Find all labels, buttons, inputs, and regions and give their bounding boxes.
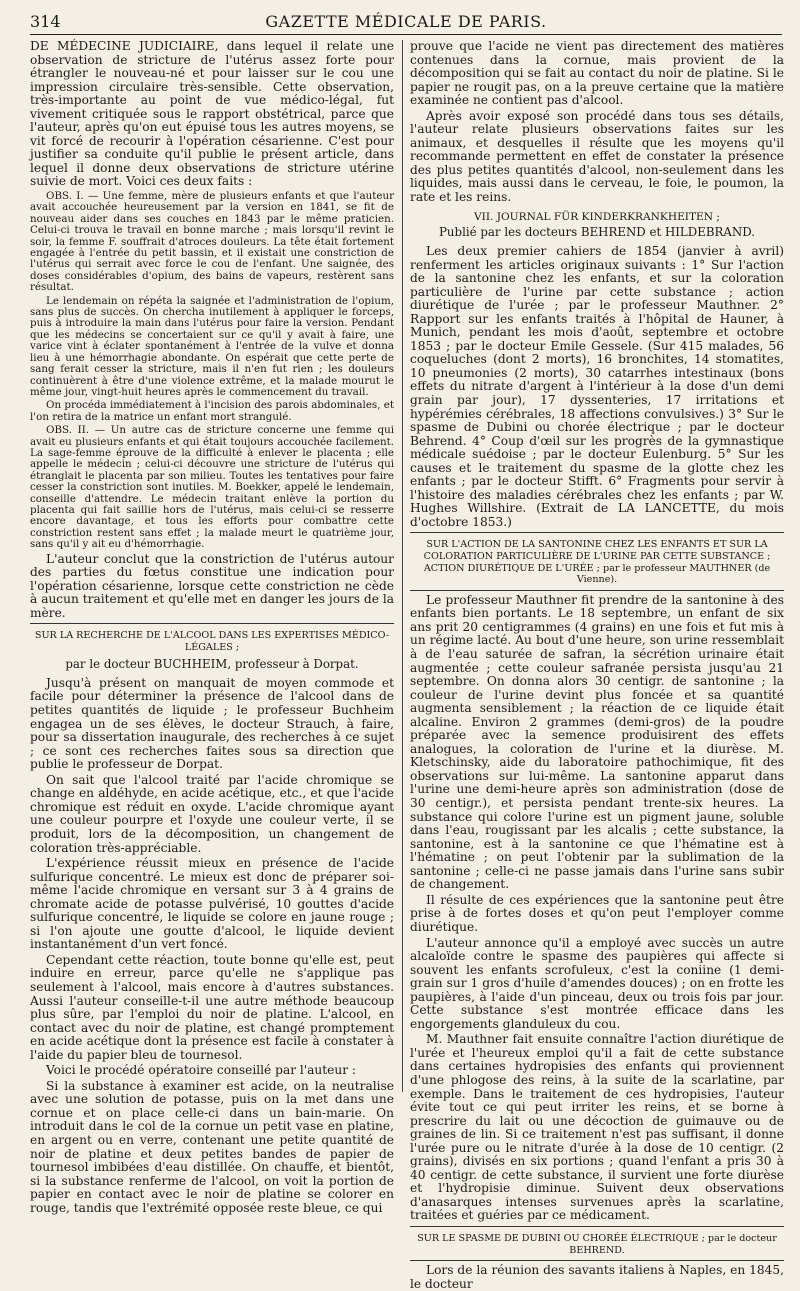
section-title: SUR LA RECHERCHE DE L'ALCOOL DANS LES EXPERTISES MÉDICO-LÉGALES ; [34,630,390,653]
right-column [410,39,784,1291]
paragraph: prouve que l'acide ne vient pas directement des matières contenues dans la cornue, mais provient de la décomposition qui se fait au contact du noir de platine. Si le papier ne rougit pas, on a la preuve certaine que la matière examinée ne contient pas d'alcool. [410,39,784,108]
paragraph: Lors de la réunion des savants italiens à Naples, en 1845, le docteur [410,1263,784,1291]
section-author: par le docteur BUCHHEIM, professeur à Dorpat. [65,656,359,671]
paragraph: L'auteur conclut que la constriction de l'utérus autour des parties du fœtus constitue une indication pour l'opération césarienne, lorsque cette constriction ne cède à aucun traitement et qu'elle met en danger les jours de la mère. [30,551,394,620]
column-divider [402,40,403,1092]
paragraph: Le professeur Mauthner fit prendre de la santonine à des enfants bien portants. Le 18 septembre, un enfant de six ans prit 20 centigrammes (4 grains) en une fois et fut mis à un régime lacté. Au bout d'une heure, son urine ressemblait à de l'eau saturée de safran, la sécrétion urinaire était augmentée ; cette couleur safranée persista jusqu'au 21 septembre. On donna alors 30 centigr. de santonine ; la couleur de l'urine devint plus foncée et sa quantité augmenta sensiblement ; la réaction de ce liquide était alcaline. Environ 2 grammes (demi-gros) de la poudre préparée avec la semence produisirent des effets analogues, la coloration de l'urine et la diurèse. M. Kletschinsky, aide du laboratoire pathochimique, fit des observations sur lui-même. La santonine apparut dans l'urine une demi-heure après son administration (dose de 30 centigr.), et persista pendant trente-six heures. La substance qui colore l'urine est un pigment jaune, soluble dans l'eau, rougissant par les alcalis ; cette substance, la santonine, est à la santonine ce que l'hématine est à l'hématine ; on peut l'obtenir par la sublimation de la santonine ; celle-ci ne passe jamais dans l'urine sans subir de changement. [410,592,784,892]
paragraph: Il résulte de ces expériences que la santonine peut être prise à de fortes doses et qu'on peut l'employer comme diurétique. [410,892,784,934]
journal-title: GAZETTE MÉDICALE DE PARIS. [265,12,547,31]
paragraph: DE MÉDECINE JUDICIAIRE, dans lequel il relate une observation de stricture de l'utérus assez forte pour étrangler le nouveau-né et pour laisser sur le cou une impression circulaire très-sensible. Cette observation, très-importante au point de vue médico-légal, fut vivement critiquée sous le rapport obstétrical, parce que l'auteur, après qu'on eut épuisé tous les autres moyens, se vit forcé de recourir à l'opération césarienne. C'est pour justifier sa conduite qu'il publie le présent article, dans lequel il donne deux observations de stricture utérine suivie de mort. Voici ces deux faits : [30,39,394,189]
paragraph: L'expérience réussit mieux en présence de l'acide sulfurique concentré. Le mieux est donc de préparer soi-même l'acide chromique en versant sur 3 à 4 grains de chromate acide de potasse pulvérisé, 10 gouttes d'acide sulfurique concentré, le liquide se colore en jaune rouge ; si l'on ajoute une goutte d'alcool, le liquide devient instantanément d'un vert foncé. [30,856,394,952]
section-rule [410,1226,784,1227]
paragraph: Après avoir exposé son procédé dans tous ses détails, l'auteur relate plusieurs observations faites sur les animaux, et desquelles il résulte que les moyens qu'il recommande permettent en effet de constater la présence des plus petites quantités d'alcool, non-seulement dans les liquides, mais aussi dans le cerveau, le foie, le poumon, la rate et les reins. [410,108,784,205]
section-rule [410,590,784,591]
section-subtitle: Publié par les docteurs BEHREND et HILDEBRAND. [438,224,756,239]
header-rule [30,34,782,35]
paragraph: On sait que l'alcool traité par l'acide chromique se change en aldéhyde, en acide acétique, etc., et que l'acide chromique est réduit en oxyde. L'acide chromique ayant une couleur pourpre et l'oxyde une couleur verte, il se produit, lors de la décomposition, un changement de coloration très-appréciable. [30,772,394,855]
section-title: SUR LE SPASME DE DUBINI OU CHORÉE ÉLECTRIQUE ; par le docteur BEHREND. [417,1232,777,1256]
paragraph: Si la substance à examiner est acide, on la neutralise avec une solution de potasse, puis on la met dans une cornue et on place celle-ci dans un bain-marie. On introduit dans le col de la cornue un petit vase en platine, en argent ou en verre, contenant une petite quantité de noir de platine et deux petites bandes de papier de tournesol imbibées d'eau distillée. On chauffe, et bientôt, si la substance renferme de l'alcool, on voit la portion de papier en contact avec le noir de platine se colorer en rouge, tandis que l'extrémité opposée reste bleue, ce qui [30,1078,394,1215]
paragraph: Cependant cette réaction, toute bonne qu'elle est, peut induire en erreur, parce qu'elle ne s'applique pas seulement à l'alcool, mais encore à d'autres substances. Aussi l'auteur conseille-t-il une autre méthode beaucoup plus sûre, par l'emploi du noir de platine. L'alcool, en contact avec du noir de platine, est changé promptement en acide acétique dont la présence est facile à constater à l'aide du papier bleu de tournesol. [30,952,394,1062]
observation-2: OBS. II. — Un autre cas de stricture concerne une femme qui avait eu plusieurs enfants et qui était toujours accouchée facilement. La sage-femme éprouve de la difficulté à enlever le placenta ; elle appelle le médecin ; celui-ci découvre une stricture de l'utérus qui étranglait le placenta par son milieu. Toutes les tentatives pour faire cesser la constriction sont inutiles. M. Boekker, appelé le lendemain, conseille d'attendre. Le médecin traitant enlève la portion du placenta qui fait saillie hors de l'utérus, mais celui-ci se resserre encore davantage, et tous les efforts pour combattre cette constriction restent sans effet ; la malade meurt le quatrième jour, sans qu'il y ait eu d'hémorrhagie. [30,424,394,551]
page-number: 314 [30,12,61,31]
left-column [30,39,394,1215]
page-header [30,10,782,36]
paragraph: Jusqu'à présent on manquait de moyen commode et facile pour déterminer la présence de l'alcool dans de petites quantités de liquide ; le professeur Buchheim engagea un de ses élèves, le docteur Strauch, à faire, pour sa dissertation inaugurale, des recherches à ce sujet ; ce sont ces recherches faites sous sa direction que publie le professeur de Dorpat. [30,675,394,772]
section-rule [410,532,784,533]
section-rule [30,623,394,624]
section-rule [410,1260,784,1261]
observation-1-end: On procéda immédiatement à l'incision des parois abdominales, et l'on retira de la matrice un enfant mort strangulé. [30,399,394,423]
paragraph: Les deux premier cahiers de 1854 (janvier à avril) renferment les articles originaux suivants : 1° Sur l'action de la santonine chez les enfants, et sur la coloration particulière de l'urine par cette substance ; action diurétique de l'urée ; par le professeur Mauthner. 2° Rapport sur les enfants traités à l'hôpital de Hauner, à Munich, pendant les mois d'août, septembre et octobre 1853 ; par le docteur Emile Gessele. (Sur 415 malades, 56 coqueluches (dont 2 morts), 16 bronchites, 14 stomatites, 10 pneumonies (2 morts), 30 catarrhes intestinaux (bons effets du nitrate d'argent à l'intérieur à la dose d'un demi grain par jour), 17 dyssenteries, 17 irritations et hypérémies cérébrales, 18 affections convulsives.) 3° Sur le spasme de Dubini ou chorée électrique ; par le docteur Behrend. 4° Coup d'œil sur les progrès de la gymnastique médicale suédoise ; par le docteur Eulenburg. 5° Sur les causes et le traitement du spasme de la glotte chez les enfants ; par le docteur Stifft. 6° Fragments pour servir à l'histoire des maladies cérébrales chez les enfants ; par W. Hughes Willshire. (Extrait de LA LANCETTE, du mois d'octobre 1853.) [410,243,784,529]
section-title: SUR L'ACTION DE LA SANTONINE CHEZ LES ENFANTS ET SUR LA COLORATION PARTICULIÈRE DE L'URINE PAR CETTE SUBSTANCE ; ACTION DIURÉTIQUE DE L'URÉE ; par le professeur MAUTHNER (de Vienne). [423,539,771,586]
paragraph: L'auteur annonce qu'il a employé avec succès un autre alcaloïde contre le spasme des paupières qui affecte si souvent les enfants scrofuleux, c'est la coniine (1 demi-grain sur 1 gros d'huile d'amendes douces) ; on en frotte les paupières, à l'aide d'un pinceau, deux ou trois fois par jour. Cette substance s'est montrée efficace dans les engorgements glanduleux du cou. [410,935,784,1031]
section-title: VII. JOURNAL FÜR KINDERKRANKHEITEN ; [474,210,720,223]
paragraph: Voici le procédé opératoire conseillé par l'auteur : [46,1063,357,1078]
paragraph: M. Mauthner fait ensuite connaître l'action diurétique de l'urée et l'heureux emploi qu'il a fait de cette substance dans certaines hydropisies des enfants qui proviennent d'une phlogose des reins, à la suite de la scarlatine, par exemple. Dans le traitement de ces hydropisies, l'auteur évite tout ce qui peut irriter les reins, et se borne à prescrire du lait ou une décoction de guimauve ou de graines de lin. Si ce traitement n'est pas suffisant, il donne l'urée pure ou le nitrate d'urée à la dose de 10 centigr. (2 grains), divisés en six portions ; quand l'enfant a pris 30 à 40 centigr. de cette substance, il survient une forte diurèse et l'hydropisie diminue. Suivent deux observations d'anasarques intenses survenues après la scarlatine, traitées et guéries par ce médicament. [410,1032,784,1223]
observation-1: OBS. I. — Une femme, mère de plusieurs enfants et que l'auteur avait accouchée heureusement par la version en 1841, se fit de nouveau aider dans ses couches en 1843 par le même praticien. Celui-ci trouva le travail en bonne marche ; mais lorsqu'il revint le soir, la femme F. souffrait d'atroces douleurs. La tête était fortement engagée à l'entrée du petit bassin, et il existait une constriction de l'utérus qui serrait avec force le cou de l'enfant. Une saignée, des doses considérables d'opium, des bains de vapeurs, restèrent sans résultat. [30,190,394,294]
observation-1-continued: Le lendemain on répéta la saignée et l'administration de l'opium, sans plus de succès. On chercha inutilement à appliquer le forceps, puis à introduire la main dans l'utérus pour faire la version. Pendant que les médecins se concertaient sur ce qu'il y avait à faire, une varice vint à éclater spontanément à l'entrée de la vulve et donna lieu à une hémorrhagie abondante. On espérait que cette perte de sang ferait cesser la stricture, mais il n'en fut rien ; les douleurs continuèrent à être d'une violence extrême, et la malade mourut le même jour, vingt-huit heures après le commencement du travail. [30,294,394,398]
